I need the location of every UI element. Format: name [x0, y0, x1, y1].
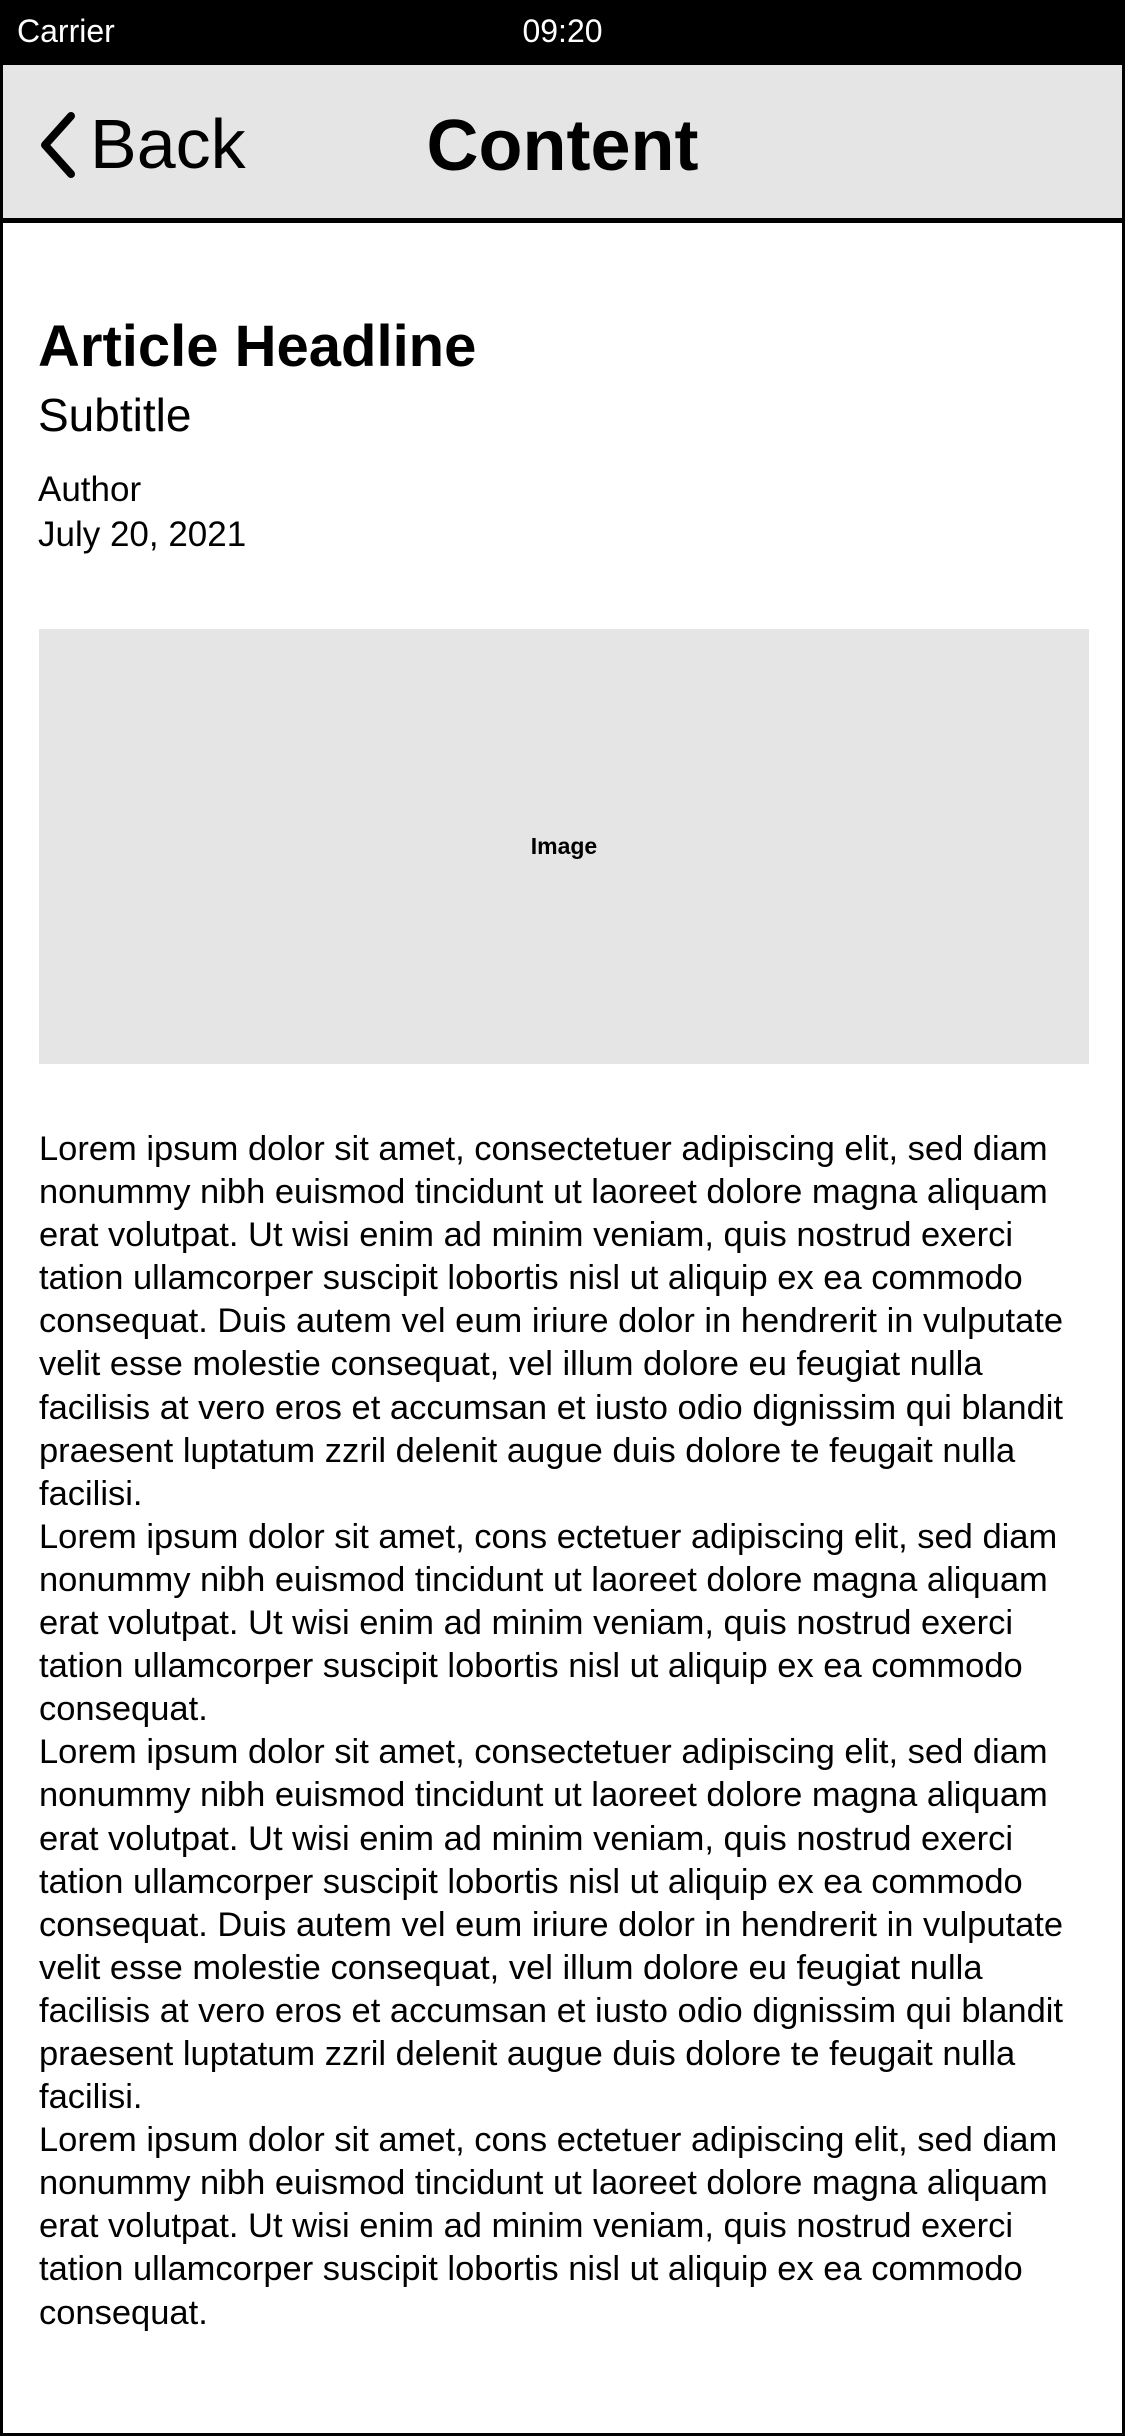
status-bar	[3, 3, 1122, 65]
article-body	[39, 1128, 1099, 2335]
page-title: Content	[426, 106, 699, 186]
image-placeholder-label: Image	[530, 833, 598, 859]
article-date: July 20, 2021	[38, 515, 247, 554]
article-author: Author	[38, 470, 142, 509]
article-paragraph: Lorem ipsum dolor sit amet, consectetuer adipiscing elit, sed diam nonummy nibh euismod tincidunt ut laoreet dolore magna aliquam erat volutpat. Ut wisi enim ad minim veniam, quis nostrud exerci tation ullamcorper suscipit lobortis nisl ut aliquip ex ea commodo consequat. Duis autem vel eum iriure dolor in hendrerit in vulputate velit esse molestie consequat, vel illum dolore eu feugiat nulla facilisis at vero eros et accumsan et iusto odio dignissim qui blandit praesent luptatum zzril delenit augue duis dolore te feugait nulla facilisi.	[39, 1733, 1064, 2117]
article-paragraph: Lorem ipsum dolor sit amet, consectetuer adipiscing elit, sed diam nonummy nibh euismod tincidunt ut laoreet dolore magna aliquam erat volutpat. Ut wisi enim ad minim veniam, quis nostrud exerci tation ullamcorper suscipit lobortis nisl ut aliquip ex ea commodo consequat. Duis autem vel eum iriure dolor in hendrerit in vulputate velit esse molestie consequat, vel illum dolore eu feugiat nulla facilisis at vero eros et accumsan et iusto odio dignissim qui blandit praesent luptatum zzril delenit augue duis dolore te feugait nulla facilisi.	[39, 1130, 1064, 1513]
article-header	[38, 313, 1088, 557]
article-paragraph: Lorem ipsum dolor sit amet, cons ectetuer adipiscing elit, sed diam nonummy nibh euismod tincidunt ut laoreet dolore magna aliquam erat volutpat. Ut wisi enim ad minim veniam, quis nostrud exerci tation ullamcorper suscipit lobortis nisl ut aliquip ex ea commodo consequat.	[39, 1517, 1058, 1729]
carrier-label: Carrier	[17, 13, 115, 49]
back-label: Back	[90, 105, 246, 183]
article-subtitle: Subtitle	[38, 389, 192, 441]
article-image	[39, 629, 1089, 1064]
status-time: 09:20	[522, 13, 603, 49]
article-paragraph: Lorem ipsum dolor sit amet, cons ectetuer adipiscing elit, sed diam nonummy nibh euismod tincidunt ut laoreet dolore magna aliquam erat volutpat. Ut wisi enim ad minim veniam, quis nostrud exerci tation ullamcorper suscipit lobortis nisl ut aliquip ex ea commodo consequat.	[39, 2121, 1058, 2332]
navigation-bar	[3, 65, 1122, 223]
article-headline: Article Headline	[38, 314, 477, 379]
